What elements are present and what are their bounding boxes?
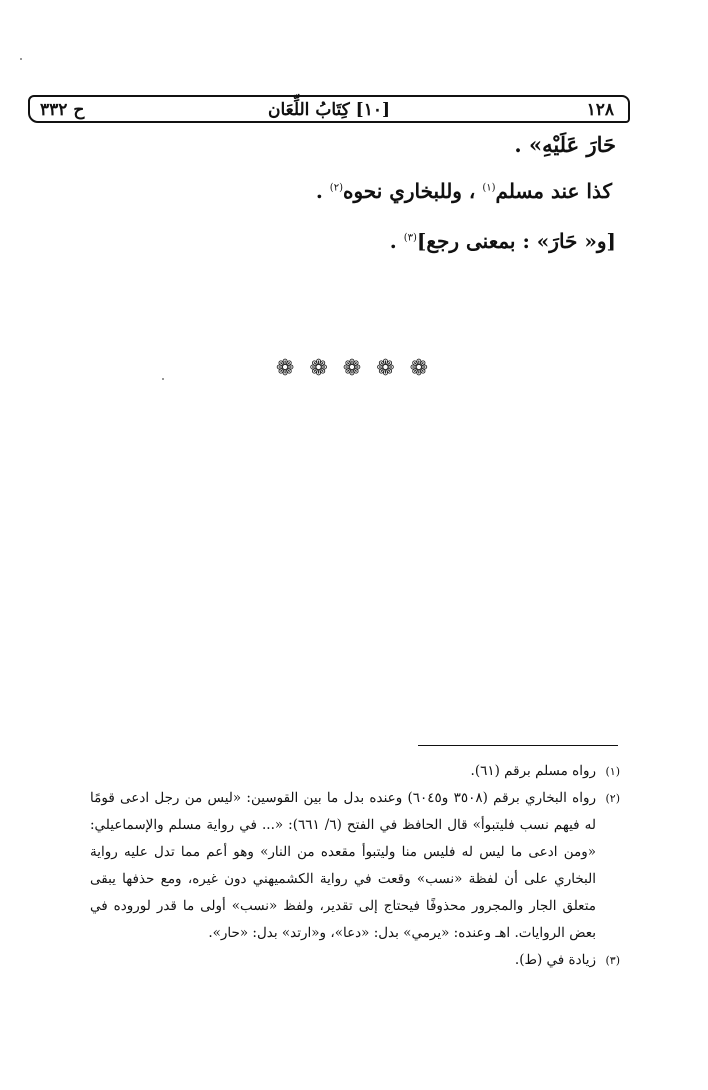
text-line-3 (390, 226, 616, 256)
footnote-3-text: زيادة في (ط). (514, 952, 596, 968)
scan-speck (20, 58, 22, 60)
footnote-marker-2: (٢) (329, 182, 343, 194)
footnotes (90, 758, 620, 974)
running-header (28, 95, 630, 123)
text-line-2-part-b: ، وللبخاري نحوه (342, 179, 483, 203)
text-line-2 (316, 176, 612, 206)
footnote-marker-3: (٣) (403, 232, 417, 244)
footnote-1-number: (١) (605, 765, 620, 778)
footnote-3 (90, 947, 620, 974)
footnote-2-text: رواه البخاري برقم (٣٥٠٨ و٦٠٤٥) وعنده بدل ما بين القوسين: «ليس من رجل ادعى قومًا له فيهم نسب فليتبوأ» قال الحافظ في الفتح (٦/ ٦٦١): «... في رواية مسلم والإسماعيلي: «ومن ادعى ما ليس له فليس منا وليتبوأ مقعده من النار» وهو أعم مما تدل عليه رواية البخاري على أن لفظة «نسب» وقعت في رواية الكشميهني دون غيره، ومع حذفها يبقى متعلق الجار والمجرور محذوفًا فيحتاج إلى تقدير، ولفظ «نسب» أولى ما قدر لوروده في بعض الروايات. اهـ وعنده: «يرمي» بدل: «دعا»، و«ارتد» بدل: «حار». (90, 790, 596, 941)
footnote-3-number: (٣) (605, 954, 620, 967)
text-line-3-part-a: [و« حَارَ» : بمعنى رجع] (416, 229, 616, 253)
scan-speck (162, 378, 164, 380)
footnote-divider (418, 745, 618, 746)
flower-ornaments: ❁ ❁ ❁ ❁ ❁ (275, 356, 433, 381)
text-line-3-part-b: . (389, 229, 404, 253)
footnote-2 (90, 785, 620, 947)
footnote-marker-1: (١) (482, 182, 496, 194)
section-separator (0, 356, 708, 381)
hadith-reference: ح ٣٣٢ (40, 100, 85, 120)
footnote-2-number: (٢) (605, 792, 620, 805)
chapter-title: [١٠] كِتَابُ اللِّعَان (268, 100, 390, 120)
page-number: ١٢٨ (586, 100, 614, 120)
text-line-2-part-a: كذا عند مسلم (495, 179, 612, 203)
footnote-1-text: رواه مسلم برقم (٦١). (470, 763, 596, 779)
text-line-1-content: حَارَ عَلَيْهِ» . (514, 132, 616, 157)
text-line-2-part-c: . (315, 179, 330, 203)
footnote-1 (90, 758, 620, 785)
text-line-1 (514, 130, 616, 160)
